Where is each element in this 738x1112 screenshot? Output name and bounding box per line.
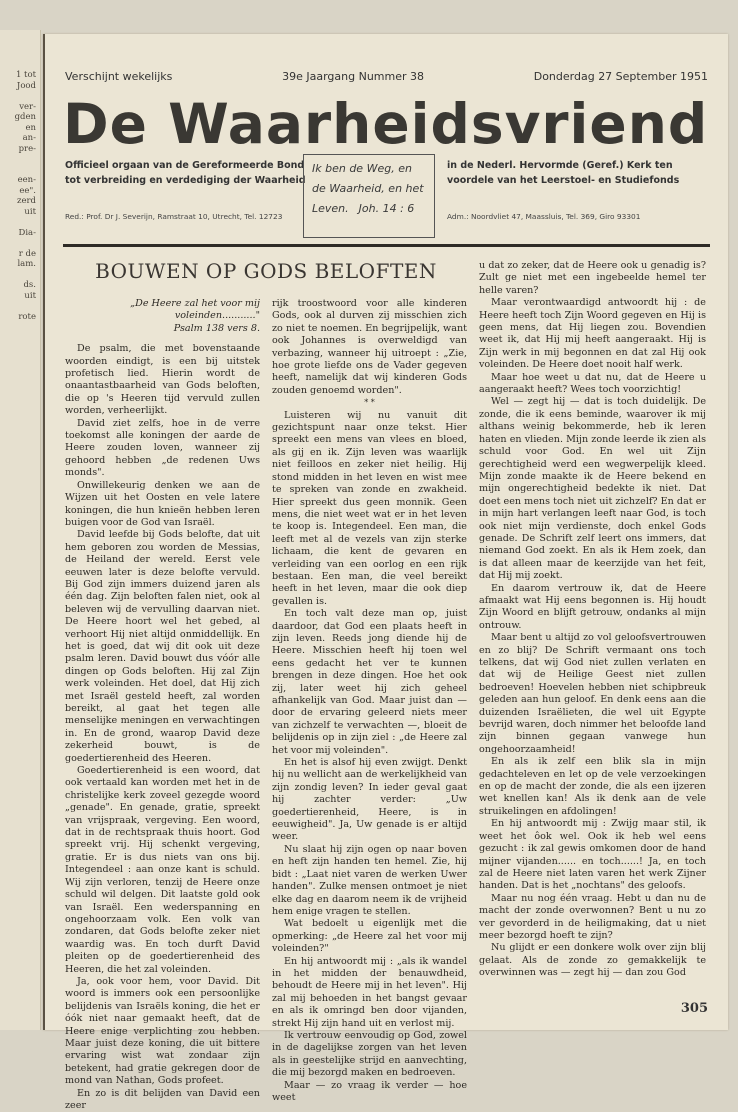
newspaper-page — [43, 34, 728, 1111]
strip-fragment: an- — [22, 133, 36, 143]
header-rule — [63, 244, 710, 247]
organ-description: Officieel orgaan van de Gereformeerde Bond tot verbreiding en verdediging der Waarheid — [65, 160, 306, 186]
article-paragraph: En toch valt deze man op, juist daardoor, dat God een plaats heeft in zijn leven. Reeds jong diende hij de Heere. Misschien heeft hij toen wel eens gedacht het ver te kunnen brengen in deze dingen. Hoe het ook zij, later weet hij zich geheel afhankelijk van God. Maar juist dan — door de ervaring geleerd niets meer van zichzelf te verwachten —, bloeit de belijdenis op in zijn ziel : „de Heere zal het voor mij voleinden". — [272, 608, 467, 756]
strip-fragment: Jood — [16, 80, 36, 91]
strip-fragment: een- — [17, 175, 36, 185]
article-paragraph: En daarom vertrouw ik, dat de Heere afmaakt wat Hij eens begonnen is. Hij houdt Zijn Woord en blijft getrouw, ondanks al mijn ontrouw. — [479, 582, 706, 631]
strip-fragment: ver- — [19, 101, 36, 112]
motto-reference: Joh. 14 : 6 — [358, 202, 415, 215]
epigraph-quote: „De Heere zal het voor mij voleinden..........." — [130, 298, 260, 322]
issue-date: Donderdag 27 September 1951 — [533, 70, 708, 83]
motto-box — [303, 154, 435, 238]
strip-fragment: lam. — [17, 259, 36, 269]
masthead-topline — [65, 70, 708, 83]
administration-address: Adm.: Noordvliet 47, Maassluis, Tel. 369, Giro 93301 — [447, 212, 641, 221]
article-column-3 — [479, 260, 706, 980]
strip-fragment: ee". — [19, 185, 36, 196]
section-separator: * * — [364, 398, 375, 408]
publication-frequency: Verschijnt wekelijks — [65, 70, 173, 83]
article-paragraph: Goedertierenheid is een woord, dat ook vertaald kan worden met het in de christelijke kerk zoveel gezegde woord „genade". En genade, gratie, spreekt van vrijspraak, vergeving. Een woord, dat in de rechtspraak thuis hoort. God spreekt vrij. Hij schenkt vergeving, gratie. Er is dus niets van ons bij. Integendeel : aan onze kant is schuld. Wij zijn verloren, tenzij de Heere onze schuld wil delgen. Dit laatste gold ook van Israël. Een wederspanning en ongehoorzaam volk. Een volk van zondaren, dat Gods belofte zeker niet waardig was. En toch durft David pleiten op de goedertierenheid des Heeren, die het zal voleinden. — [65, 765, 260, 975]
church-description: in de Nederl. Hervormde (Geref.) Kerk ten voordele van het Leerstoel- en Studiefonds — [447, 160, 680, 186]
strip-fragment: uit — [24, 290, 36, 301]
motto-line: Leven. — [312, 202, 349, 215]
article-paragraph: rijk troostwoord voor alle kinderen Gods, ook al durven zij misschien zich zo niet te noemen. En begrijpelijk, want ook Johannes is overweldigd van verbazing, wanneer hij uitroept : „Zie, hoe grote liefde ons de Vader gegeven heeft, namelijk dat wij kinderen Gods zouden genoemd worden". — [272, 298, 467, 396]
article-paragraph: En hij antwoordt mij : „als ik wandel in het midden der benauwdheid, behoudt de Heere mij in het leven". Hij zal mij behoeden in het bangst gevaar en als ik omringd ben door vijanden, strekt Hij zijn hand uit en verlost mij. — [272, 955, 467, 1029]
strip-fragment: r de — [18, 248, 36, 259]
article-paragraph: Maar bent u altijd zo vol geloofsvertrouwen en zo blij? De Schrift vermaant ons toch telkens, dat wij God niet zullen verlaten en dat wij de Heilige Geest niet zullen bedroeven! Hoevelen hebben niet schipbreuk geleden aan hun geloof. En denk eens aan die duizenden Israëlieten, die wel uit Egypte bevrijd waren, doch nimmer het beloofde land zijn binnen gegaan vanwege hun ongehoorzaamheid! — [479, 632, 706, 755]
strip-fragment: 1 tot — [15, 70, 36, 80]
issue-number: 39e Jaargang Nummer 38 — [282, 70, 425, 83]
article-paragraph: Maar nu nog één vraag. Hebt u dan nu de macht der zonde overwonnen? Bent u nu zo ver gevorderd in de heiligmaking, dat u niet meer bezorgd hoeft te zijn? — [479, 892, 706, 941]
article-paragraph: Ik vertrouw eenvoudig op God, zowel in de dagelijkse zorgen van het leven als in geestelijke strijd en aanvechting, die mij bezorgd maken en bedroeven. — [272, 1029, 467, 1079]
article-paragraph: Nu slaat hij zijn ogen op naar boven en heft zijn handen ten hemel. Zie, hij bidt : „Laat niet varen de werken Uwer handen". Zulke mensen ontmoet je niet elke dag en daarom neem ik de vrijheid hem enige vragen te stellen. — [272, 843, 467, 917]
article-paragraph: De psalm, die met bovenstaande woorden eindigt, is een bij uitstek profetisch lied. Hierin wordt de onaantastbaarheid van Gods beloften, die op 's Heeren tijd vervuld zullen worden, verheerlijkt. — [65, 343, 260, 417]
article-paragraph: Maar — zo vraag ik verder — hoe weet — [272, 1079, 467, 1103]
strip-fragment: gden — [14, 112, 36, 122]
article-paragraph: En zo is dit belijden van David een zeer — [65, 1087, 260, 1111]
article-paragraph: Nu glijdt er een donkere wolk over zijn blij gelaat. Als de zonde zo gemakkelijk te overwinnen was — zegt hij — dan zou God — [479, 942, 706, 979]
motto-line: Ik ben de Weg, en — [312, 162, 412, 175]
article-paragraph: u dat zo zeker, dat de Heere ook u genadig is? Zult ge niet met een ingebeelde hemel ter helle varen? — [479, 260, 706, 296]
article-column-1 — [65, 298, 260, 1112]
newspaper-title: De Waarheidsvriend — [63, 92, 709, 156]
strip-fragment: Dia- — [18, 227, 36, 238]
article-paragraph: Wel — zegt hij — dat is toch duidelijk. De zonde, die ik eens beminde, waarover ik mij althans weinig bekommerde, heb ik leren haten en vlieden. Mijn zonde leerde ik zien als schuld voor God. En wel uit Zijn gerechtigheid werd een wegwerpelijk kleed. Mijn zonde maakte ik de Heere bekend en mijn ongerechtigheid bedekte ik niet. Dat doet een mens toch niet uit zichzelf? En dat er in mijn hart verlangen leeft naar God, is toch ook niet mijn verdienste, doch enkel Gods genade. De Schrift zelf leert ons immers, dat niemand God zoekt. En als ik Hem zoek, dan is dat alleen maar de keerzijde van het feit, dat Hij mij zoekt. — [479, 396, 706, 582]
article-paragraph: Luisteren wij nu vanuit dit gezichtspunt naar onze tekst. Hier spreekt een mens van vlees en bloed, als gij en ik. Zijn leven was waarlijk niet feilloos en zeker niet heilig. Hij stond midden in het leven en wist mee te spreken van zonde en zwakheid. Hier spreekt dus geen monnik. Geen mens, die niet weet wat er in het leven te koop is. Integendeel. Een man, die leeft met al de vezels van zijn sterke lichaam, die kent de gevaren en verleiding van een oorlog en een rijk bestaan. Een man, die veel bereikt heeft in het leven, maar die ook diep gevallen is. — [272, 409, 467, 607]
strip-fragment: zerd — [16, 196, 36, 206]
article-paragraph: En als ik zelf een blik sla in mijn gedachteleven en let op de vele verzoekingen en op de macht der zonde, die als een ijzeren wet knellen kan! Als ik denk aan de vele struikelingen en afdolingen! — [479, 756, 706, 817]
page-number: 305 — [680, 1001, 708, 1016]
strip-fragment: en — [25, 122, 36, 133]
article-column-2 — [272, 298, 467, 1104]
article-paragraph: David leefde bij Gods belofte, dat uit hem geboren zou worden de Messias, de Heiland der wereld. Eerst vele eeuwen later is deze belofte vervuld. Bij God zijn immers duizend jaren als één dag. Zijn beloften falen niet, ook al beleven wij de vervulling daarvan niet. De Heere hoort wel het gebed, al verhoort Hij niet altijd onmiddellijk. En het is goed, dat wij dit ook uit deze psalm leren. David bouwt dus vóór alle dingen op Gods beloften. Hij zal Zijn werk voleinden. Het doel, dat Hij zich met Israël gesteld heeft, zal worden bereikt, al gaat het tegen alle menselijke meningen en verwachtingen in. En de grond, waarop David deze zekerheid bouwt, is de goedertierenheid des Heeren. — [65, 529, 260, 764]
article-paragraph: Maar hoe weet u dat nu, dat de Heere u aangeraakt heeft? Wees toch voorzichtig! — [479, 371, 706, 396]
article-title: BOUWEN OP GODS BELOFTEN — [95, 259, 437, 283]
motto-line: de Waarheid, en het — [312, 182, 424, 195]
strip-fragment: ds. — [23, 280, 36, 290]
strip-fragment: uit — [24, 206, 36, 217]
adjacent-page-strip — [0, 30, 41, 1030]
epigraph-reference: Psalm 138 vers 8. — [173, 322, 260, 334]
strip-fragment: rote — [18, 311, 36, 322]
article-paragraph: Maar verontwaardigd antwoordt hij : de Heere heeft toch Zijn Woord gegeven en Hij is geen mens, dat Hij liegen zou. Bovendien weet ik, dat Hij mij heeft aangeraakt. Hij is Zijn werk in mij begonnen en dat zal Hij ook voleinden. De Heere doet nooit half werk. — [479, 297, 706, 371]
article-paragraph: Ja, ook voor hem, voor David. Dit woord is immers ook een persoonlijke belijdenis van Israëls koning, die het er óók niet naar gemaakt heeft, dat de Heere enige verplichting zou hebben. Maar juist deze koning, die uit bittere ervaring wist wat zondaar zijn betekent, had gratie gekregen door de mond van Nathan, Gods profeet. — [65, 975, 260, 1087]
strip-fragment: pre- — [18, 143, 36, 154]
article-paragraph: En het is alsof hij even zwijgt. Denkt hij nu wellicht aan de werkelijkheid van zijn zondig leven? In ieder geval gaat hij zachter verder: „Uw goedertierenheid, Heere, is in eeuwigheid". Ja, Uw genade is er altijd weer. — [272, 757, 467, 843]
redaction-address: Red.: Prof. Dr J. Severijn, Ramstraat 10, Utrecht, Tel. 12723 — [65, 212, 283, 221]
article-paragraph: Wat bedoelt u eigenlijk met die opmerking: „de Heere zal het voor mij voleinden?" — [272, 918, 467, 955]
article-paragraph: Onwillekeurig denken we aan de Wijzen uit het Oosten en vele latere koningen, die hun knieën hebben leren buigen voor de God van Israël. — [65, 479, 260, 528]
article-paragraph: David ziet zelfs, hoe in de verre toekomst alle koningen der aarde de Heere zouden loven, wanneer zij gehoord hebben „de redenen Uws monds". — [65, 417, 260, 479]
article-paragraph: En hij antwoordt mij : Zwijg maar stil, ik weet het ôok wel. Ook ik heb wel eens gezucht : ik zal gewis omkomen door de hand mijner vijanden...... en toch......! Ja, en toch zal de Heere niet laten varen het werk Zijner handen. Dat is het „nochtans" des geloofs. — [479, 818, 706, 892]
